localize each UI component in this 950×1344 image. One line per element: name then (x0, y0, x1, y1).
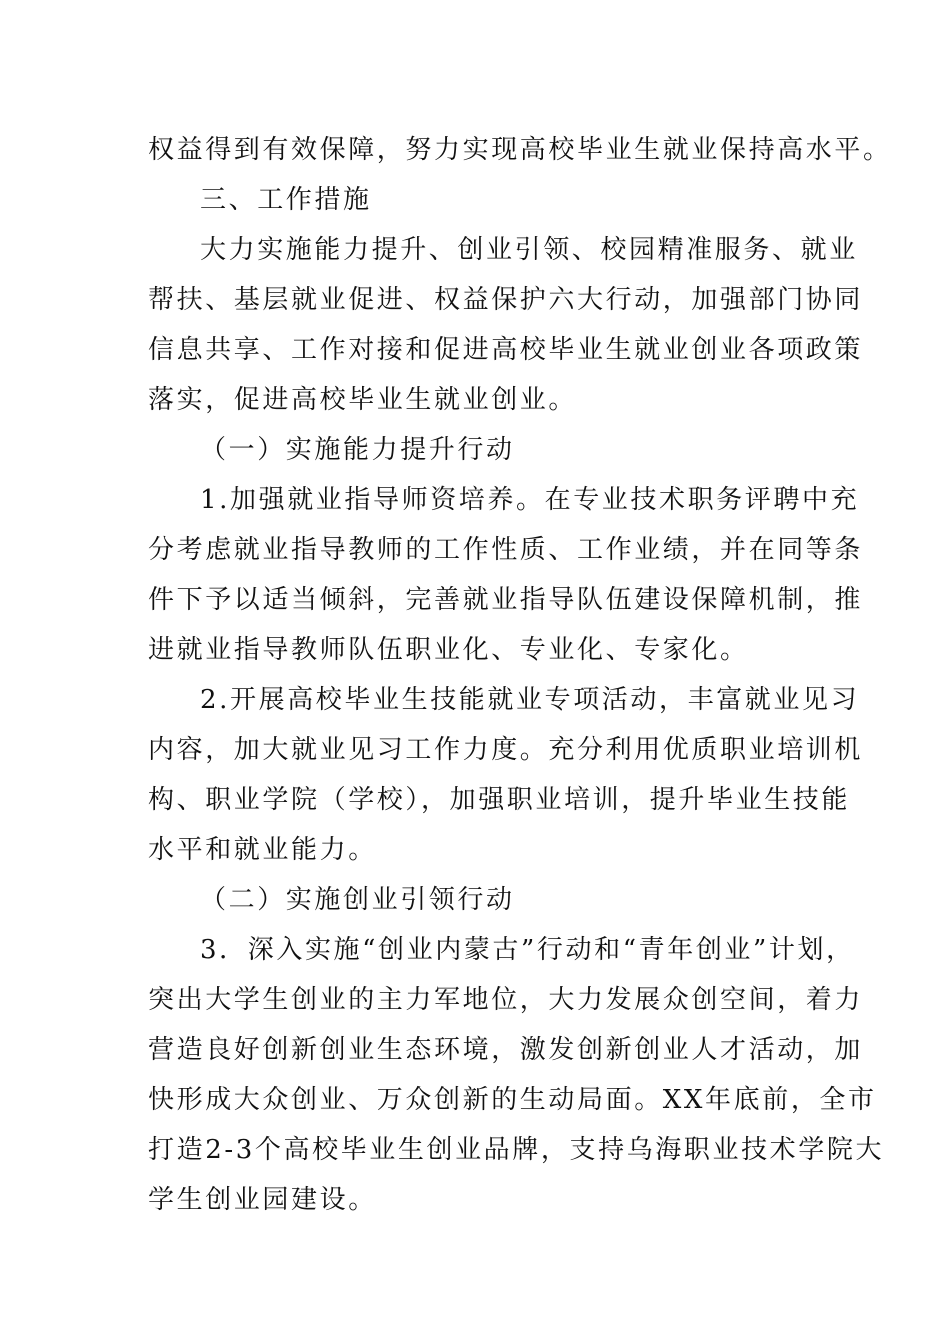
paragraph-line: 突出大学生创业的主力军地位，大力发展众创空间，着力 (148, 985, 864, 1015)
paragraph-line: 进就业指导教师队伍职业化、专业化、专家化。 (148, 635, 749, 665)
paragraph-line: 大力实施能力提升、创业引领、校园精准服务、就业 (200, 235, 858, 265)
paragraph-line: 件下予以适当倾斜，完善就业指导队伍建设保障机制，推 (148, 585, 864, 615)
subsection-heading: （一）实施能力提升行动 (200, 435, 515, 465)
paragraph-line: 2.开展高校毕业生技能就业专项活动，丰富就业见习 (200, 685, 860, 715)
paragraph-line: 营造良好创新创业生态环境，激发创新创业人才活动，加 (148, 1035, 864, 1065)
paragraph-line: 学生创业园建设。 (148, 1185, 377, 1215)
paragraph-line: 打造2-3个高校毕业生创业品牌，支持乌海职业技术学院大 (148, 1135, 885, 1165)
paragraph-line: 分考虑就业指导教师的工作性质、工作业绩，并在同等条 (148, 535, 864, 565)
section-heading: 三、工作措施 (200, 185, 372, 215)
paragraph-line: 水平和就业能力。 (148, 835, 377, 865)
paragraph-line: 落实，促进高校毕业生就业创业。 (148, 385, 578, 415)
paragraph-line: 内容，加大就业见习工作力度。充分利用优质职业培训机 (148, 735, 864, 765)
paragraph-line: 构、职业学院（学校），加强职业培训，提升毕业生技能 (148, 785, 851, 815)
paragraph-line: 帮扶、基层就业促进、权益保护六大行动，加强部门协同 (148, 285, 864, 315)
paragraph-line: 权益得到有效保障，努力实现高校毕业生就业保持高水平。 (148, 135, 892, 165)
subsection-heading: （二）实施创业引领行动 (200, 885, 515, 915)
paragraph-line: 快形成大众创业、万众创新的生动局面。XX年底前，全市 (148, 1085, 877, 1115)
paragraph-line: 1.加强就业指导师资培养。在专业技术职务评聘中充 (200, 485, 860, 515)
paragraph-line: 信息共享、工作对接和促进高校毕业生就业创业各项政策 (148, 335, 864, 365)
paragraph-line: 3．深入实施“创业内蒙古”行动和“青年创业”计划， (200, 935, 855, 965)
